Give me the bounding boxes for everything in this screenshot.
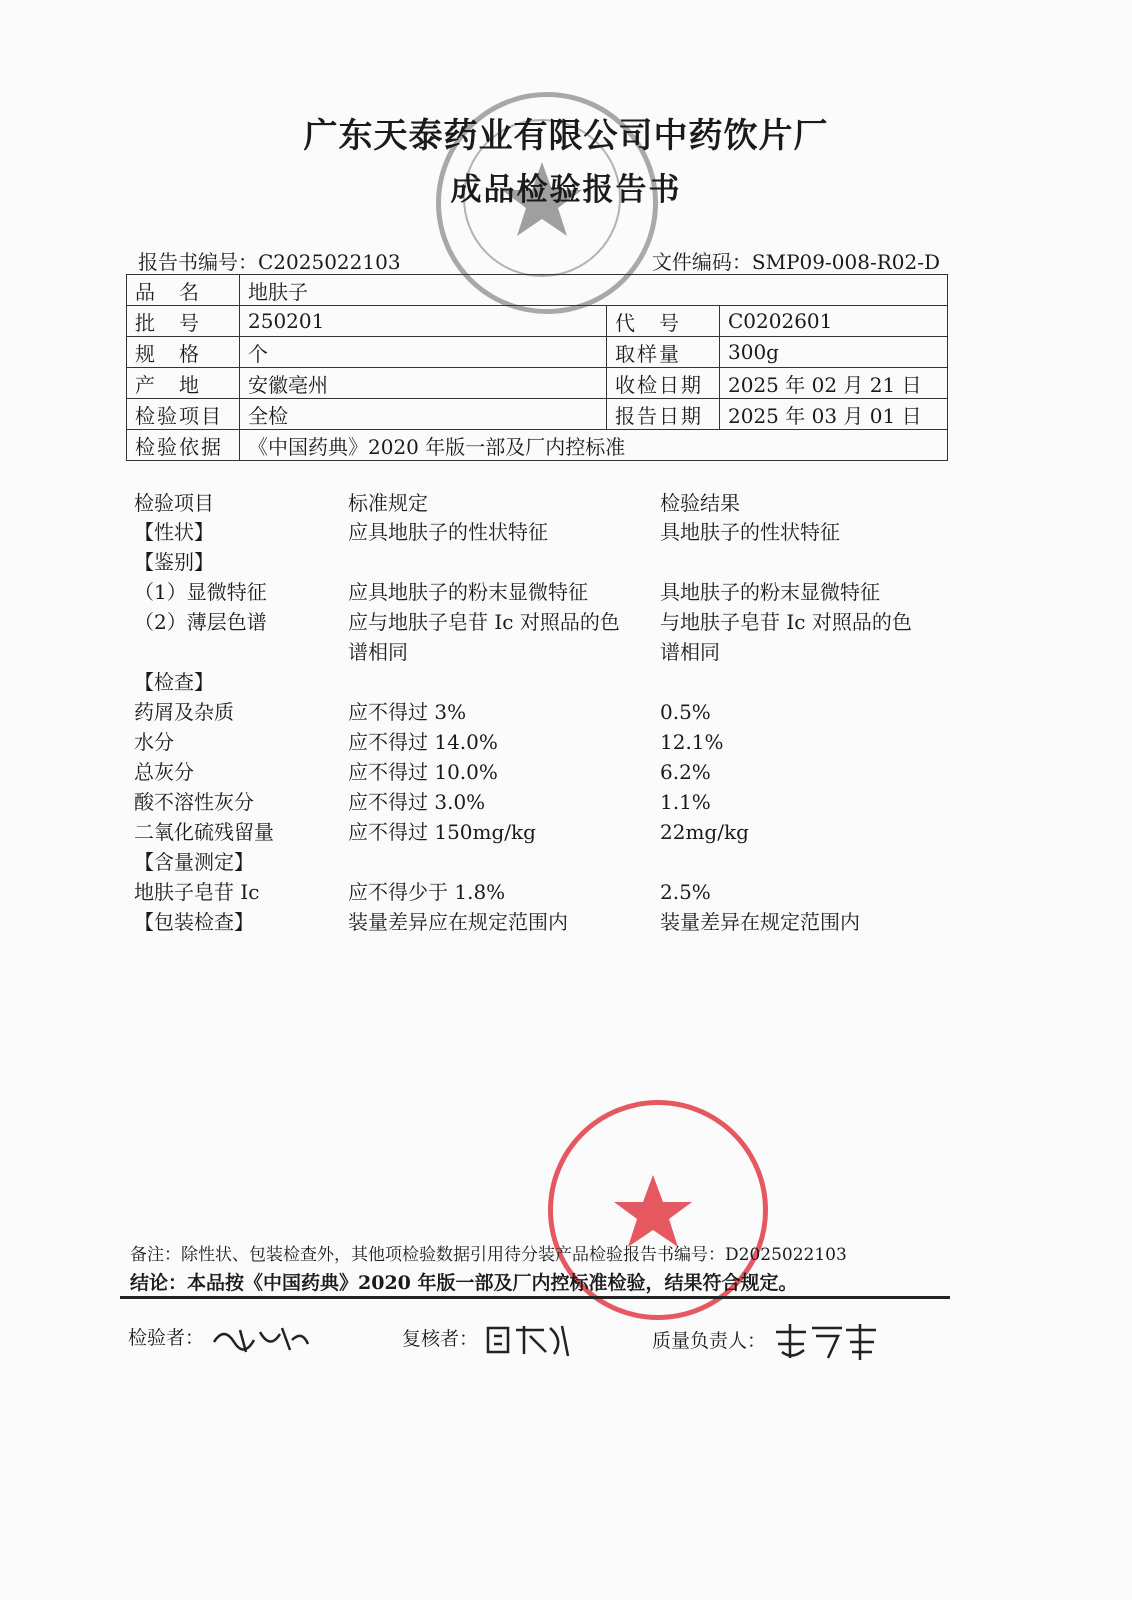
- sample-value: 300g: [720, 337, 948, 368]
- spec-label: 规 格: [127, 337, 240, 368]
- result-standard: 应不得过 150mg/kg: [348, 820, 536, 844]
- result-item: 【含量测定】: [134, 850, 254, 874]
- qa-label: 质量负责人：: [652, 1330, 767, 1352]
- report-date-value: 2025 年 03 月 01 日: [720, 399, 948, 430]
- result-standard: 应不得过 3%: [348, 700, 467, 724]
- report-date-label: 报告日期: [607, 399, 720, 430]
- inspection-item-label: 检验项目: [127, 399, 240, 430]
- basis-label: 检验依据: [127, 430, 240, 461]
- result-item: （1）显微特征: [134, 580, 267, 604]
- result-item: 水分: [134, 730, 174, 754]
- report-number: [138, 246, 401, 275]
- product-info-table: [126, 274, 948, 461]
- result-standard: 应不得过 3.0%: [348, 790, 486, 814]
- result-standard: 应不得过 14.0%: [348, 730, 498, 754]
- receive-date-value: 2025 年 02 月 21 日: [720, 368, 948, 399]
- inspector-signature: [128, 1322, 310, 1356]
- code-label: 代 号: [607, 306, 720, 337]
- spec-value: 个: [240, 337, 607, 368]
- result-standard: 应不得少于 1.8%: [348, 880, 506, 904]
- result-item: 【包装检查】: [134, 910, 254, 934]
- reviewer-signature: [402, 1322, 574, 1358]
- batch-label: 批 号: [127, 306, 240, 337]
- report-number-value: C2025022103: [258, 250, 401, 274]
- basis-value: 《中国药典》2020 年版一部及厂内控标准: [240, 430, 948, 461]
- origin-value: 安徽亳州: [240, 368, 607, 399]
- result-item: 【检查】: [134, 670, 214, 694]
- result-value: 1.1%: [660, 790, 711, 814]
- company-title: 广东天泰药业有限公司中药饮片厂: [303, 116, 829, 156]
- result-value: 具地肤子的性状特征: [660, 520, 840, 544]
- result-item: 药屑及杂质: [134, 700, 234, 724]
- qa-signature: [652, 1322, 882, 1362]
- document-title: 成品检验报告书: [450, 172, 682, 208]
- result-value: 2.5%: [660, 880, 711, 904]
- file-code-label: 文件编码：: [651, 250, 752, 274]
- inspector-label: 检验者：: [128, 1327, 205, 1349]
- handwritten-signature: [210, 1322, 310, 1356]
- code-value: C0202601: [720, 306, 948, 337]
- result-standard: 应具地肤子的性状特征: [348, 520, 548, 544]
- results-header-standard: 标准规定: [348, 491, 428, 515]
- result-standard: 装量差异应在规定范围内: [348, 910, 568, 934]
- result-value: 22mg/kg: [660, 820, 749, 844]
- result-value: 谱相同: [660, 640, 720, 664]
- result-item: 【鉴别】: [134, 550, 214, 574]
- inspection-item-value: 全检: [240, 399, 607, 430]
- result-item: 【性状】: [134, 520, 214, 544]
- handwritten-signature: [484, 1322, 574, 1358]
- report-number-label: 报告书编号：: [138, 250, 258, 274]
- result-standard: 谱相同: [348, 640, 408, 664]
- result-standard: 应不得过 10.0%: [348, 760, 498, 784]
- result-value: 6.2%: [660, 760, 711, 784]
- result-value: 具地肤子的粉末显微特征: [660, 580, 880, 604]
- result-item: 二氧化硫残留量: [134, 820, 274, 844]
- results-header-result: 检验结果: [660, 491, 740, 515]
- result-item: 酸不溶性灰分: [134, 790, 254, 814]
- results-header-item: 检验项目: [134, 491, 214, 515]
- result-standard: 应具地肤子的粉末显微特征: [348, 580, 588, 604]
- product-name-value: 地肤子: [240, 275, 948, 306]
- conclusion: 结论：本品按《中国药典》2020 年版一部及厂内控标准检验，结果符合规定。: [130, 1272, 798, 1294]
- result-item: 总灰分: [134, 760, 194, 784]
- result-standard: 应与地肤子皂苷 Ic 对照品的色: [348, 610, 620, 634]
- sample-label: 取样量: [607, 337, 720, 368]
- result-value: 装量差异在规定范围内: [660, 910, 860, 934]
- result-item: （2）薄层色谱: [134, 610, 267, 634]
- result-value: 12.1%: [660, 730, 724, 754]
- result-value: 0.5%: [660, 700, 711, 724]
- reviewer-label: 复核者：: [402, 1328, 479, 1350]
- batch-value: 250201: [240, 306, 607, 337]
- result-value: 与地肤子皂苷 Ic 对照品的色: [660, 610, 912, 634]
- product-name-label: 品 名: [127, 275, 240, 306]
- file-code: [652, 246, 940, 275]
- result-item: 地肤子皂苷 Ic: [134, 880, 260, 904]
- remark-note: 备注：除性状、包装检查外，其他项检验数据引用待分装产品检验报告书编号：D2025022103: [130, 1245, 847, 1265]
- divider: [120, 1296, 950, 1299]
- receive-date-label: 收检日期: [607, 368, 720, 399]
- file-code-value: SMP09-008-R02-D: [751, 250, 940, 274]
- handwritten-signature: [772, 1322, 882, 1362]
- origin-label: 产 地: [127, 368, 240, 399]
